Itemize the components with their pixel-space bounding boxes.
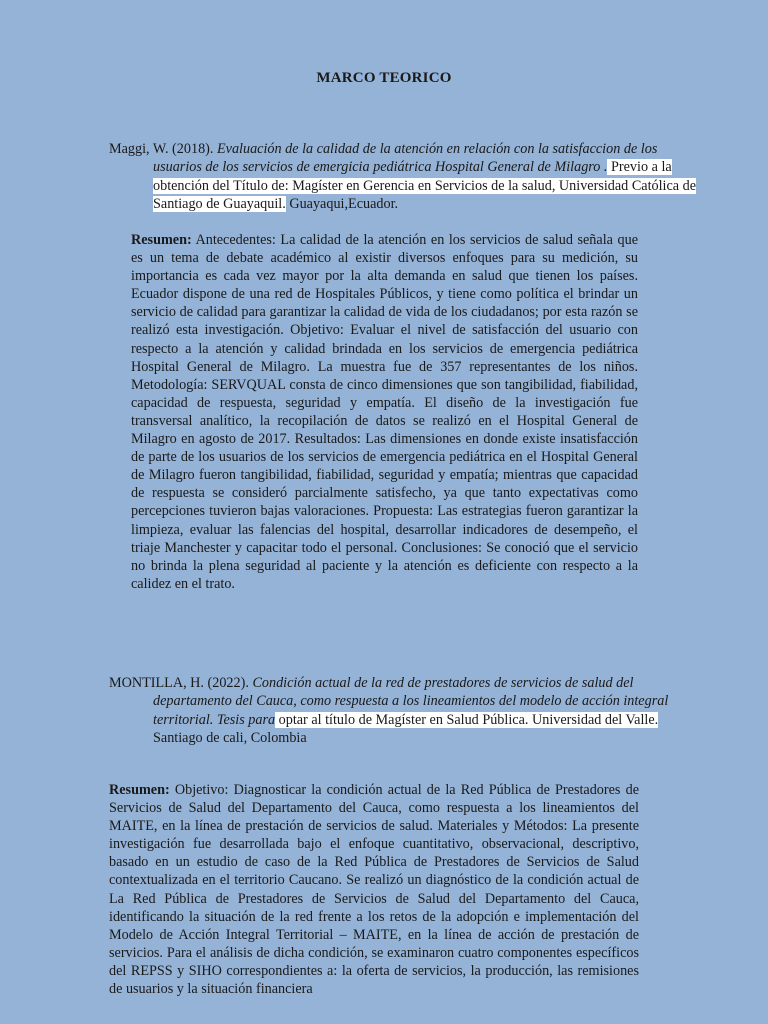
abstract-maggi xyxy=(131,231,638,593)
reference-author: Maggi, W. (2018). xyxy=(109,141,217,157)
highlighted-degree-text: optar al título de Magíster en Salud Pública. xyxy=(275,711,529,728)
abstract-label: Resumen: xyxy=(109,782,170,798)
reference-title-end: . xyxy=(600,159,608,176)
reference-author: MONTILLA, H. (2022). xyxy=(109,675,253,691)
abstract-label: Resumen: xyxy=(131,232,192,248)
highlighted-degree-text: Previo a la obtención del Título de: Magíster en Gerencia en Servicios de la salud, Universidad Católica de Santiago de Guayaquil. xyxy=(153,159,697,212)
reference-maggi xyxy=(109,140,701,213)
abstract-text: Objetivo: Diagnosticar la condición actual de la Red Pública de Prestadores de Servicios de Salud del Departamento del Cauca, como respuesta a los lineamientos del MAITE, en la línea de prestación de servicios de salud. Materiales y Métodos: La presente investigación fue desarrollada bajo el enfoque cuantitativo, observacional, descriptivo, basado en un estudio de caso de la Red Pública de Prestadores de Servicios de Salud contextualizada en el territorio Caucano. Se realizó un diagnóstico de la condición actual de La Red Pública de Prestadores de Servicios de Salud del Departamento del Cauca, identificando la situación de la red frente a los retos de la adopción e implementación del Modelo de Acción Integral Territorial – MAITE, en la línea de acción de prestación de servicios. Para el análisis de dicha condición, se examinaron cuatro componentes específicos del REPSS y SIHO correspondientes a: la oferta de servicios, la producción, las remisiones de usuarios y la situación financiera xyxy=(109,782,639,998)
reference-title: Condición actual de la red de prestadores de servicios de salud del departamento del Cauca, como respuesta a los lineamientos del modelo de acción integral territorial. Tesis para xyxy=(153,675,669,728)
reference-location: Guayaqui,Ecuador. xyxy=(285,195,399,212)
page-title: MARCO TEORICO xyxy=(316,70,452,86)
reference-location: Santiago de cali, Colombia xyxy=(153,729,307,746)
reference-montilla xyxy=(109,674,701,747)
reference-title: Evaluación de la calidad de la atención en relación con la satisfaccion de los usuarios de los servicios de emergicia pediátrica Hospital General de Milagro xyxy=(153,141,658,176)
abstract-montilla xyxy=(109,781,639,998)
highlighted-university-text: Universidad del Valle. xyxy=(528,711,659,728)
abstract-text: Antecedentes: La calidad de la atención en los servicios de salud señala que es un tema de debate académico al existir diversos enfoques para su medición, su importancia es cada vez mayor por la alta demanda en salud que tienen los países. Ecuador dispone de una red de Hospitales Públicos, y tiene como política el brindar un servicio de calidad para garantizar la calidad de vida de los ciudadanos; por esta razón se realizó esta investigación. Objetivo: Evaluar el nivel de satisfacción del usuario con respecto a la atención y calidad brindada en los servicios de emergencia pediátrica Hospital General de Milagro. La muestra fue de 357 representantes de los niños. Metodología: SERVQUAL consta de cinco dimensiones que son tangibilidad, fiabilidad, capacidad de respuesta, seguridad y empatía. El diseño de la investigación fue transversal analítico, la recopilación de datos se realizó en el Hospital General de Milagro en agosto de 2017. Resultados: Las dimensiones en donde existe insatisfacción de parte de los usuarios de los servicios de emergencia pediátrica en el Hospital General de Milagro fueron tangibilidad, fiabilidad, seguridad y empatía; mientras que capacidad de respuesta se consideró parcialmente satisfecho, ya que tanto expectativas como percepciones tuvieron bajas valoraciones. Propuesta: Las estrategias fueron garantizar la limpieza, evaluar las falencias del hospital, desarrollar indicadores de desempeño, el triaje Manchester y capacitar todo el personal. Conclusiones: Se conoció que el servicio no brinda la plena seguridad al paciente y la atención es deficiente con respecto a la calidez en el trato. xyxy=(131,232,638,592)
